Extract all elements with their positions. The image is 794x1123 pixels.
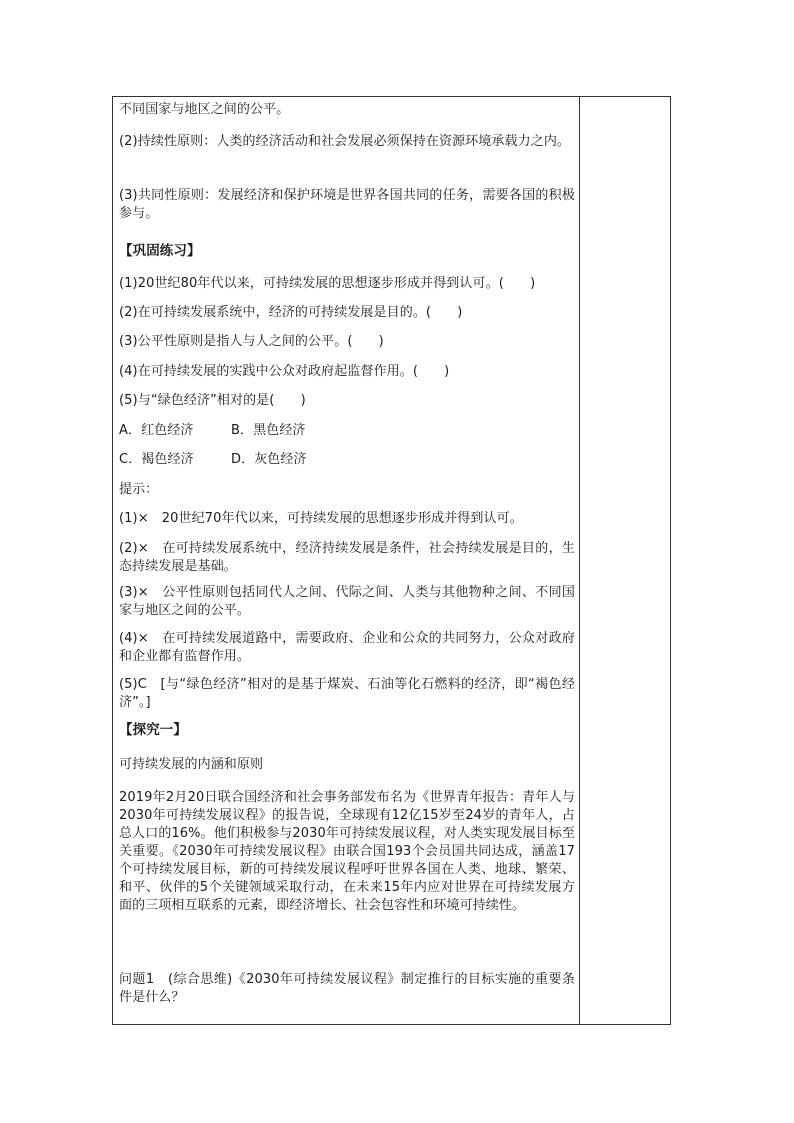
question-2: (2)在可持续发展系统中，经济的可持续发展是目的。( ) <box>119 305 463 320</box>
inquiry-question-1: 问题1 (综合思维)《2030年可持续发展议程》制定推行的目标实施的重要条件是什么？ <box>119 972 575 1005</box>
option-b: B．黑色经济 <box>231 423 306 438</box>
option-d: D．灰色经济 <box>231 452 307 467</box>
notes-column <box>580 97 670 1024</box>
answer-2: (2)× 在可持续发展系统中，经济持续发展是条件，社会持续发展是目的，生态持续发展是基础。 <box>119 541 575 574</box>
options-row-1 <box>119 422 575 440</box>
continued-text: 不同国家与地区之间的公平。 <box>119 102 290 117</box>
option-c: C．褐色经济 <box>119 452 194 467</box>
hint-label: 提示： <box>119 482 159 497</box>
document-table <box>112 96 671 1025</box>
question-4: (4)在可持续发展的实践中公众对政府起监督作用。( ) <box>119 364 450 379</box>
answer-1: (1)× 20世纪70年代以来，可持续发展的思想逐步形成并得到认可。 <box>119 511 523 526</box>
answer-3: (3)× 公平性原则包括同代人之间、代际之间、人类与其他物种之间、不同国家与地区之间的公平。 <box>119 585 575 618</box>
inquiry-topic: 可持续发展的内涵和原则 <box>119 757 264 772</box>
question-5: (5)与“绿色经济”相对的是( ) <box>119 393 306 408</box>
question-1: (1)20世纪80年代以来，可持续发展的思想逐步形成并得到认可。( ) <box>119 276 536 291</box>
principle-sustainability: (2)持续性原则：人类的经济活动和社会发展必须保持在资源环境承载力之内。 <box>119 134 571 149</box>
inquiry-passage: 2019年2月20日联合国经济和社会事务部发布名为《世界青年报告：青年人与2030年可持续发展议程》的报告说，全球现有12亿15岁至24岁的青年人，占总人口的16%。他们积极参与2030年可持续发展议程，对人类实现发展目标至关重要。《2030年可持续发展议程》由联合国193个会员国共同达成，涵盖17个可持续发展目标，新的可持续发展议程呼吁世界各国在人类、地球、繁荣、和平、伙伴的5个关键领域采取行动，在未来15年内应对世界在可持续发展方面的三项相互联系的元素，即经济增长、社会包容性和环境可持续性。 <box>119 790 575 913</box>
heading-practice: 【巩固练习】 <box>119 243 201 259</box>
answer-5: (5)C [与“绿色经济”相对的是基于煤炭、石油等化石燃料的经济，即“褐色经济”。] <box>119 677 575 710</box>
heading-inquiry-1: 【探究一】 <box>119 722 187 738</box>
options-row-2 <box>119 451 575 469</box>
option-a: A．红色经济 <box>119 423 194 438</box>
answer-4: (4)× 在可持续发展道路中，需要政府、企业和公众的共同努力，公众对政府和企业都有监督作用。 <box>119 631 575 664</box>
principle-commonality: (3)共同性原则：发展经济和保护环境是世界各国共同的任务，需要各国的积极参与。 <box>119 188 575 221</box>
question-3: (3)公平性原则是指人与人之间的公平。( ) <box>119 334 384 349</box>
